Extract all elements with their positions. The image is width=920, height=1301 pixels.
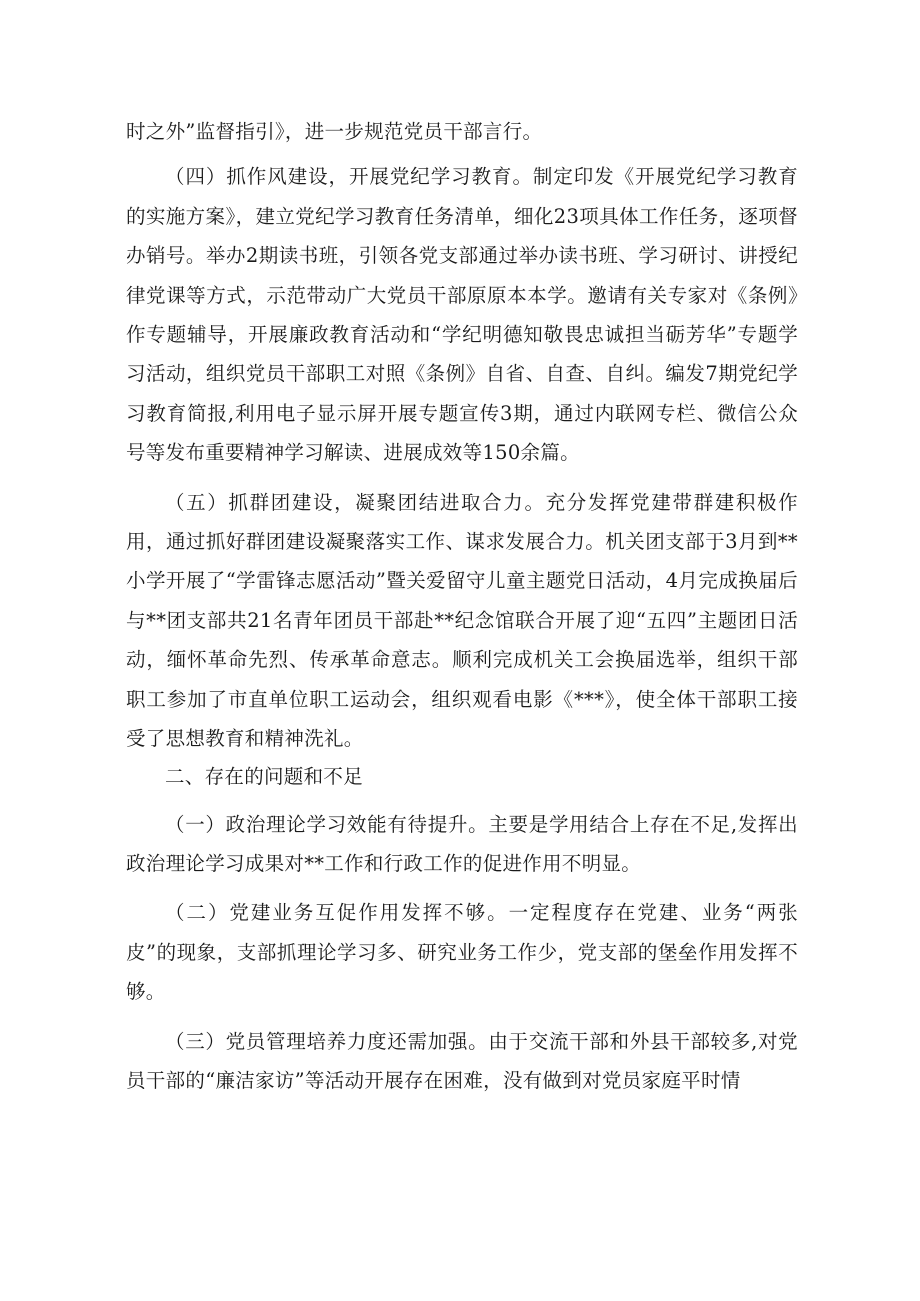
paragraph-problem-3: （三）党员管理培养力度还需加强。由于交流干部和外县干部较多,对党员干部的“廉洁家访”等活动开展存在困难，没有做到对党员家庭平时情 (126, 1029, 798, 1092)
paragraph-problem-2: （二）党建业务互促作用发挥不够。一定程度存在党建、业务“两张皮”的现象，支部抓理论学习多、研究业务工作少，党支部的堡垒作用发挥不够。 (126, 901, 798, 1004)
paragraph-section-5: （五）抓群团建设，凝聚团结进取合力。充分发挥党建带群建积极作用，通过抓好群团建设凝聚落实工作、谋求发展合力。机关团支部于3月到**小学开展了“学雷锋志愿活动”暨关爱留守儿童主题党日活动，4月完成换届后与**团支部共21名青年团员干部赴**纪念馆联合开展了迎“五四”主题团日活动，缅怀革命先烈、传承革命意志。顺利完成机关工会换届选举，组织干部职工参加了市直单位职工运动会，组织观看电影《***》，使全体干部职工接受了思想教育和精神洗礼。 (126, 490, 798, 751)
section-heading-problems: 二、存在的问题和不足 (165, 764, 364, 788)
paragraph-continuation: 时之外”监督指引》，进一步规范党员干部言行。 (126, 120, 543, 143)
paragraph-problem-1: （一）政治理论学习效能有待提升。主要是学用结合上存在不足,发挥出政治理论学习成果对**工作和行政工作的促进作用不明显。 (126, 812, 798, 875)
paragraph-section-4: （四）抓作风建设，开展党纪学习教育。制定印发《开展党纪学习教育的实施方案》，建立党纪学习教育任务清单，细化23项具体工作任务，逐项督办销号。举办2期读书班，引领各党支部通过举办读书班、学习研讨、讲授纪律党课等方式，示范带动广大党员干部原原本本学。邀请有关专家对《条例》作专题辅导，开展廉政教育活动和“学纪明德知敬畏忠诚担当砺芳华”专题学习活动，组织党员干部职工对照《条例》自省、自查、自纠。编发7期党纪学习教育简报,利用电子显示屏开展专题宣传3期，通过内联网专栏、微信公众号等发布重要精神学习解读、进展成效等150余篇。 (126, 165, 798, 465)
document-body (126, 112, 798, 1100)
